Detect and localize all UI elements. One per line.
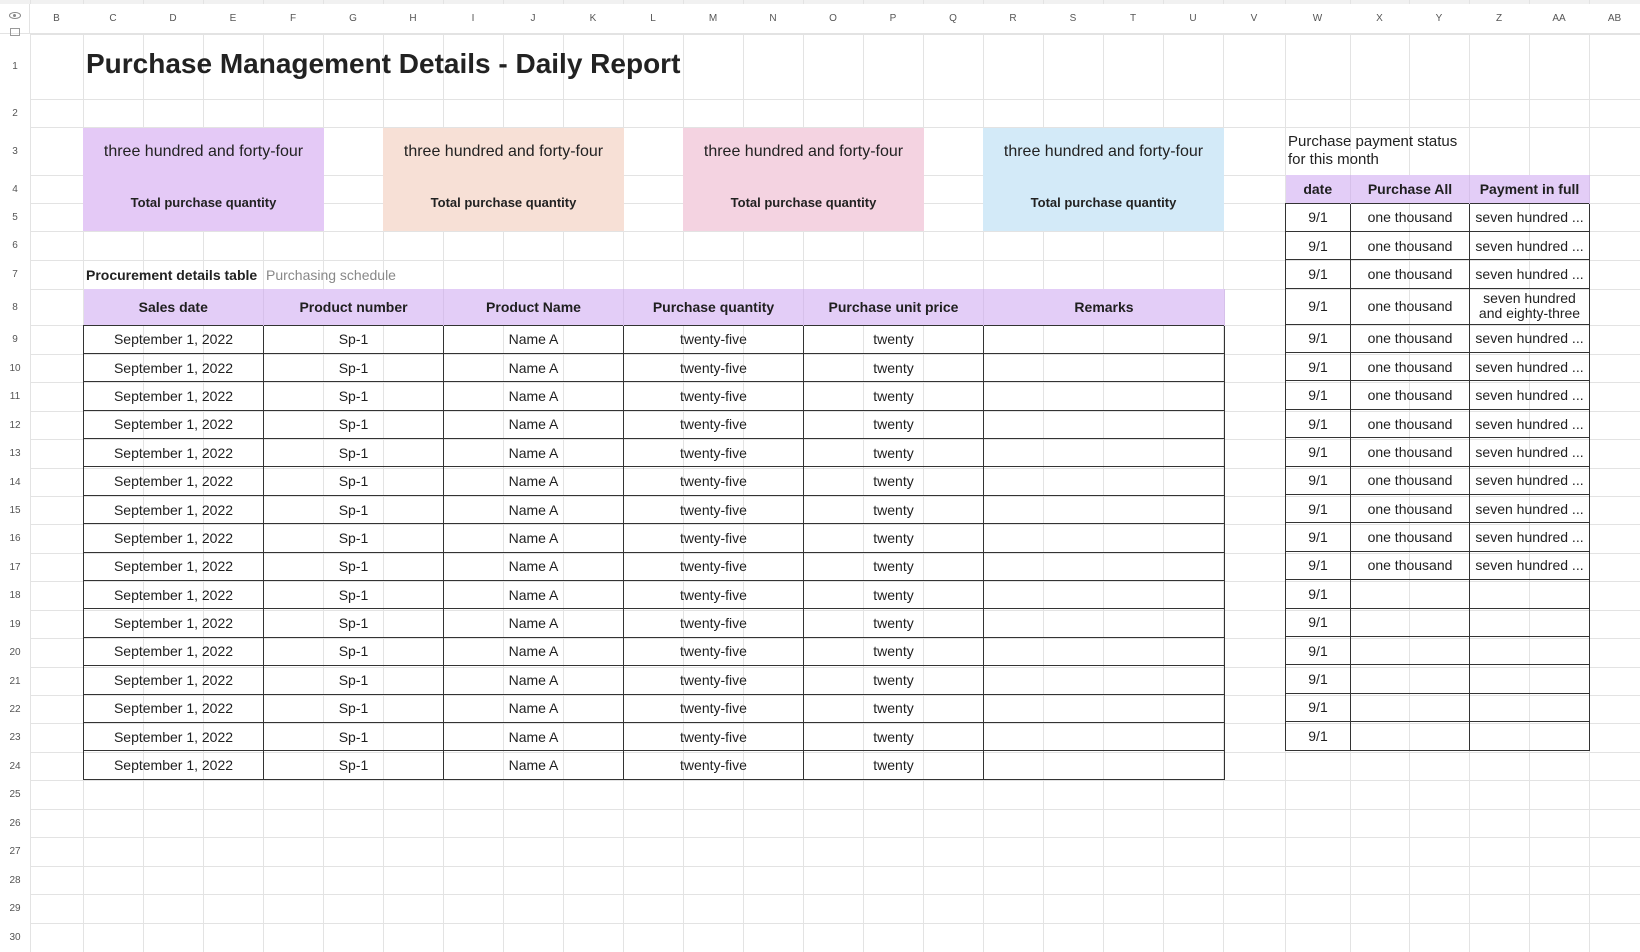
summary-card-value: three hundred and forty-four	[103, 143, 304, 160]
table-cell[interactable]: September 1, 2022	[84, 467, 264, 495]
table-cell[interactable]: 9/1	[1286, 231, 1351, 259]
table-cell[interactable]: Name A	[444, 524, 624, 552]
table-cell[interactable]: one thousand	[1351, 551, 1470, 579]
column-header[interactable]: S	[1043, 4, 1103, 34]
payment-column-header[interactable]: Payment in full	[1470, 175, 1590, 203]
row-header[interactable]: 30	[0, 923, 30, 952]
row-header[interactable]: 19	[0, 610, 30, 638]
column-header[interactable]: G	[323, 4, 383, 34]
table-row	[84, 609, 1225, 637]
table-cell[interactable]: Name A	[444, 609, 624, 637]
table-cell[interactable]: one thousand	[1351, 466, 1470, 494]
row-header[interactable]: 13	[0, 439, 30, 468]
freeze-icon[interactable]	[10, 28, 20, 36]
table-cell[interactable]: 9/1	[1286, 665, 1351, 693]
table-cell[interactable]: Sp-1	[264, 353, 444, 381]
table-cell[interactable]	[984, 467, 1225, 495]
table-cell[interactable]: Name A	[444, 382, 624, 410]
table-cell[interactable]: September 1, 2022	[84, 609, 264, 637]
grid-line-horizontal	[0, 809, 1640, 810]
table-cell[interactable]	[984, 439, 1225, 467]
table-cell[interactable]: twenty-five	[624, 325, 804, 353]
row-header[interactable]: 3	[0, 127, 30, 175]
table-cell[interactable]: twenty	[804, 581, 984, 609]
table-cell[interactable]: 9/1	[1286, 722, 1351, 750]
table-row	[1286, 636, 1590, 664]
table-cell[interactable]: 9/1	[1286, 466, 1351, 494]
column-header[interactable]: K	[563, 4, 623, 34]
table-cell[interactable]: September 1, 2022	[84, 694, 264, 722]
table-cell[interactable]: seven hundred ...	[1470, 324, 1590, 352]
procurement-column-header[interactable]: Purchase quantity	[624, 289, 804, 325]
table-cell[interactable]: seven hundred and eighty-three	[1470, 288, 1590, 324]
table-row	[84, 467, 1225, 495]
table-cell[interactable]: twenty-five	[624, 637, 804, 665]
table-cell[interactable]	[984, 666, 1225, 694]
table-row	[1286, 409, 1590, 437]
table-row	[84, 581, 1225, 609]
table-row	[84, 751, 1225, 779]
procurement-column-header[interactable]: Sales date	[84, 289, 264, 325]
table-cell[interactable]: Sp-1	[264, 581, 444, 609]
table-cell[interactable]: Sp-1	[264, 325, 444, 353]
table-cell[interactable]: one thousand	[1351, 523, 1470, 551]
table-cell[interactable]: one thousand	[1351, 495, 1470, 523]
table-cell[interactable]: 9/1	[1286, 551, 1351, 579]
table-cell[interactable]	[1470, 665, 1590, 693]
table-cell[interactable]	[984, 581, 1225, 609]
table-cell[interactable]	[984, 410, 1225, 438]
table-cell[interactable]	[1351, 665, 1470, 693]
table-cell[interactable]: Sp-1	[264, 467, 444, 495]
table-cell[interactable]: twenty	[804, 325, 984, 353]
table-cell[interactable]	[1351, 693, 1470, 721]
table-cell[interactable]	[1351, 722, 1470, 750]
table-row	[1286, 722, 1590, 750]
table-cell[interactable]: twenty-five	[624, 495, 804, 523]
table-row	[1286, 665, 1590, 693]
report-title[interactable]: Purchase Management Details - Daily Report	[86, 48, 681, 79]
table-row	[84, 524, 1225, 552]
table-cell[interactable]: 9/1	[1286, 288, 1351, 324]
table-cell[interactable]: one thousand	[1351, 409, 1470, 437]
table-cell[interactable]: twenty	[804, 382, 984, 410]
table-cell[interactable]: Name A	[444, 552, 624, 580]
table-cell[interactable]: twenty	[804, 495, 984, 523]
table-row	[1286, 466, 1590, 494]
summary-card-value: three hundred and forty-four	[1003, 143, 1204, 160]
row-header[interactable]: 27	[0, 837, 30, 866]
table-cell[interactable]: Name A	[444, 694, 624, 722]
table-cell[interactable]: Name A	[444, 581, 624, 609]
table-cell[interactable]: twenty-five	[624, 382, 804, 410]
table-row	[84, 325, 1225, 353]
procurement-table-sublabel[interactable]: Purchasing schedule	[266, 267, 396, 283]
column-header[interactable]: J	[503, 4, 563, 34]
row-header[interactable]: 2	[0, 99, 30, 127]
table-row	[1286, 381, 1590, 409]
table-cell[interactable]: twenty	[804, 609, 984, 637]
table-row	[1286, 260, 1590, 288]
table-row	[84, 552, 1225, 580]
table-cell[interactable]: Sp-1	[264, 524, 444, 552]
column-header[interactable]: B	[30, 4, 83, 34]
table-cell[interactable]	[984, 524, 1225, 552]
payment-status-title[interactable]: Purchase payment status for this month	[1288, 133, 1458, 168]
table-cell[interactable]: Sp-1	[264, 751, 444, 779]
table-cell[interactable]: twenty-five	[624, 353, 804, 381]
procurement-table	[83, 289, 1225, 780]
table-cell[interactable]	[984, 325, 1225, 353]
table-cell[interactable]: September 1, 2022	[84, 439, 264, 467]
column-header[interactable]: V	[1223, 4, 1285, 34]
table-cell[interactable]	[1351, 608, 1470, 636]
table-cell[interactable]: twenty-five	[624, 467, 804, 495]
row-header[interactable]: 20	[0, 638, 30, 667]
column-header[interactable]: I	[443, 4, 503, 34]
select-all-corner[interactable]	[0, 4, 30, 34]
table-cell[interactable]	[984, 353, 1225, 381]
payment-column-header[interactable]: Purchase All	[1351, 175, 1470, 203]
table-cell[interactable]: one thousand	[1351, 260, 1470, 288]
table-cell[interactable]: twenty-five	[624, 722, 804, 750]
procurement-header-row	[84, 289, 1225, 325]
table-cell[interactable]: September 1, 2022	[84, 325, 264, 353]
row-header[interactable]: 15	[0, 496, 30, 524]
table-cell[interactable]: twenty	[804, 751, 984, 779]
row-header[interactable]: 28	[0, 866, 30, 894]
table-cell[interactable]: seven hundred ...	[1470, 523, 1590, 551]
column-header[interactable]: U	[1163, 4, 1223, 34]
table-cell[interactable]: seven hundred ...	[1470, 231, 1590, 259]
row-header[interactable]: 24	[0, 752, 30, 780]
table-cell[interactable]: 9/1	[1286, 409, 1351, 437]
table-cell[interactable]: September 1, 2022	[84, 722, 264, 750]
table-cell[interactable]: seven hundred ...	[1470, 203, 1590, 231]
table-cell[interactable]: September 1, 2022	[84, 751, 264, 779]
row-header[interactable]: 26	[0, 809, 30, 837]
row-header[interactable]: 8	[0, 289, 30, 325]
table-row	[84, 666, 1225, 694]
summary-card-label: Total purchase quantity	[1030, 195, 1177, 210]
summary-card[interactable]	[683, 128, 924, 231]
grid-line-horizontal	[0, 894, 1640, 895]
table-cell[interactable]: Sp-1	[264, 722, 444, 750]
table-cell[interactable]: twenty	[804, 722, 984, 750]
table-cell[interactable]: Name A	[444, 495, 624, 523]
procurement-column-header[interactable]: Purchase unit price	[804, 289, 984, 325]
table-cell[interactable]: twenty	[804, 439, 984, 467]
row-header[interactable]: 18	[0, 581, 30, 610]
table-cell[interactable]: 9/1	[1286, 438, 1351, 466]
row-header[interactable]: 1	[0, 34, 30, 99]
grid-line-horizontal	[0, 866, 1640, 867]
table-cell[interactable]: Sp-1	[264, 694, 444, 722]
row-header[interactable]: 9	[0, 325, 30, 354]
table-row	[1286, 231, 1590, 259]
column-header[interactable]: P	[863, 4, 923, 34]
grid-line-horizontal	[0, 923, 1640, 924]
procurement-table-label[interactable]: Procurement details table	[86, 267, 258, 283]
column-header[interactable]: W	[1285, 4, 1350, 34]
row-header[interactable]: 4	[0, 175, 30, 203]
table-cell[interactable]	[984, 722, 1225, 750]
row-header[interactable]: 14	[0, 468, 30, 496]
eye-icon[interactable]	[9, 12, 21, 19]
table-cell[interactable]: one thousand	[1351, 324, 1470, 352]
grid-line-horizontal	[0, 99, 1640, 100]
table-cell[interactable]: one thousand	[1351, 353, 1470, 381]
table-row	[1286, 438, 1590, 466]
table-cell[interactable]: twenty	[804, 524, 984, 552]
table-cell[interactable]: 9/1	[1286, 693, 1351, 721]
table-cell[interactable]	[984, 694, 1225, 722]
grid-line-horizontal	[0, 34, 1640, 35]
summary-card[interactable]	[83, 128, 324, 231]
table-row	[84, 495, 1225, 523]
table-cell[interactable]: Name A	[444, 467, 624, 495]
procurement-column-header[interactable]: Product number	[264, 289, 444, 325]
table-cell[interactable]: Name A	[444, 722, 624, 750]
table-row	[1286, 580, 1590, 608]
table-cell[interactable]: twenty	[804, 467, 984, 495]
payment-column-header[interactable]: date	[1286, 175, 1351, 203]
table-cell[interactable]	[1470, 693, 1590, 721]
table-cell[interactable]: twenty-five	[624, 524, 804, 552]
table-cell[interactable]: twenty-five	[624, 410, 804, 438]
table-row	[1286, 288, 1590, 324]
summary-card[interactable]	[983, 128, 1224, 231]
table-cell[interactable]: September 1, 2022	[84, 581, 264, 609]
table-row	[84, 637, 1225, 665]
row-header[interactable]: 29	[0, 894, 30, 923]
table-cell[interactable]: Sp-1	[264, 382, 444, 410]
table-cell[interactable]: 9/1	[1286, 353, 1351, 381]
table-cell[interactable]: 9/1	[1286, 608, 1351, 636]
table-cell[interactable]: twenty-five	[624, 552, 804, 580]
row-header[interactable]: 7	[0, 260, 30, 289]
column-header[interactable]: H	[383, 4, 443, 34]
table-cell[interactable]: twenty	[804, 694, 984, 722]
table-cell[interactable]: September 1, 2022	[84, 353, 264, 381]
table-row	[84, 353, 1225, 381]
table-cell[interactable]: Sp-1	[264, 666, 444, 694]
table-cell[interactable]: September 1, 2022	[84, 666, 264, 694]
table-cell[interactable]: seven hundred ...	[1470, 438, 1590, 466]
table-cell[interactable]: Sp-1	[264, 410, 444, 438]
column-header[interactable]: AA	[1529, 4, 1589, 34]
column-header[interactable]: F	[263, 4, 323, 34]
table-row	[1286, 353, 1590, 381]
row-header[interactable]: 6	[0, 231, 30, 260]
table-cell[interactable]: 9/1	[1286, 636, 1351, 664]
table-cell[interactable]: seven hundred ...	[1470, 466, 1590, 494]
table-cell[interactable]	[1470, 722, 1590, 750]
summary-card-label: Total purchase quantity	[130, 195, 277, 210]
table-row	[84, 382, 1225, 410]
table-cell[interactable]: Name A	[444, 751, 624, 779]
table-cell[interactable]: Name A	[444, 325, 624, 353]
table-row	[84, 722, 1225, 750]
column-header[interactable]: T	[1103, 4, 1163, 34]
table-cell[interactable]: 9/1	[1286, 495, 1351, 523]
table-row	[84, 439, 1225, 467]
table-cell[interactable]	[1351, 580, 1470, 608]
table-cell[interactable]: 9/1	[1286, 580, 1351, 608]
table-cell[interactable]: 9/1	[1286, 381, 1351, 409]
grid-line-horizontal	[0, 837, 1640, 838]
row-header[interactable]: 22	[0, 695, 30, 723]
row-header[interactable]: 10	[0, 354, 30, 382]
table-cell[interactable]: September 1, 2022	[84, 382, 264, 410]
table-cell[interactable]: twenty	[804, 637, 984, 665]
table-cell[interactable]: twenty	[804, 410, 984, 438]
summary-card-value: three hundred and forty-four	[403, 143, 604, 160]
table-cell[interactable]: twenty	[804, 353, 984, 381]
row-header[interactable]: 23	[0, 723, 30, 752]
table-row	[1286, 523, 1590, 551]
table-cell[interactable]: Sp-1	[264, 439, 444, 467]
table-cell[interactable]: seven hundred ...	[1470, 353, 1590, 381]
table-cell[interactable]: 9/1	[1286, 523, 1351, 551]
column-header[interactable]: AB	[1589, 4, 1640, 34]
column-header[interactable]: Y	[1409, 4, 1469, 34]
table-cell[interactable]: twenty-five	[624, 609, 804, 637]
table-cell[interactable]	[1470, 608, 1590, 636]
column-header[interactable]: N	[743, 4, 803, 34]
procurement-column-header[interactable]: Product Name	[444, 289, 624, 325]
table-row	[1286, 324, 1590, 352]
row-header[interactable]: 11	[0, 382, 30, 411]
table-row	[1286, 203, 1590, 231]
table-cell[interactable]: one thousand	[1351, 231, 1470, 259]
table-row	[1286, 693, 1590, 721]
payment-status-table	[1285, 175, 1590, 751]
table-cell[interactable]: seven hundred ...	[1470, 260, 1590, 288]
row-header[interactable]: 5	[0, 203, 30, 231]
table-cell[interactable]: seven hundred ...	[1470, 551, 1590, 579]
summary-card-value: three hundred and forty-four	[703, 143, 904, 160]
column-header[interactable]: R	[983, 4, 1043, 34]
table-cell[interactable]	[984, 751, 1225, 779]
table-cell[interactable]: one thousand	[1351, 438, 1470, 466]
table-cell[interactable]: seven hundred ...	[1470, 381, 1590, 409]
column-header[interactable]: D	[143, 4, 203, 34]
column-header[interactable]: M	[683, 4, 743, 34]
row-header[interactable]: 21	[0, 667, 30, 695]
column-header[interactable]: Q	[923, 4, 983, 34]
table-cell[interactable]: September 1, 2022	[84, 637, 264, 665]
table-cell[interactable]: Sp-1	[264, 609, 444, 637]
summary-card-label: Total purchase quantity	[730, 195, 877, 210]
procurement-column-header[interactable]: Remarks	[984, 289, 1225, 325]
table-cell[interactable]: Sp-1	[264, 495, 444, 523]
table-cell[interactable]: seven hundred ...	[1470, 409, 1590, 437]
table-cell[interactable]: twenty-five	[624, 694, 804, 722]
row-header[interactable]: 17	[0, 553, 30, 581]
table-cell[interactable]: Name A	[444, 410, 624, 438]
table-cell[interactable]: one thousand	[1351, 288, 1470, 324]
table-cell[interactable]	[1470, 636, 1590, 664]
table-cell[interactable]: September 1, 2022	[84, 410, 264, 438]
column-header[interactable]: O	[803, 4, 863, 34]
column-header[interactable]: E	[203, 4, 263, 34]
table-row	[84, 694, 1225, 722]
table-row	[1286, 608, 1590, 636]
table-cell[interactable]: twenty-five	[624, 751, 804, 779]
table-cell[interactable]: Sp-1	[264, 552, 444, 580]
table-row	[1286, 495, 1590, 523]
table-cell[interactable]	[984, 495, 1225, 523]
table-cell[interactable]: twenty	[804, 666, 984, 694]
table-cell[interactable]: September 1, 2022	[84, 552, 264, 580]
table-cell[interactable]	[984, 637, 1225, 665]
table-cell[interactable]	[984, 552, 1225, 580]
table-row	[1286, 551, 1590, 579]
table-cell[interactable]: September 1, 2022	[84, 524, 264, 552]
table-row	[84, 410, 1225, 438]
grid-line-horizontal	[0, 780, 1640, 781]
table-cell[interactable]: Name A	[444, 666, 624, 694]
table-cell[interactable]: Name A	[444, 353, 624, 381]
row-header[interactable]: 25	[0, 780, 30, 809]
column-header[interactable]: C	[83, 4, 143, 34]
table-cell[interactable]: one thousand	[1351, 203, 1470, 231]
column-header[interactable]: X	[1350, 4, 1409, 34]
table-cell[interactable]: twenty-five	[624, 666, 804, 694]
table-cell[interactable]	[984, 382, 1225, 410]
table-cell[interactable]: twenty-five	[624, 439, 804, 467]
row-header[interactable]: 16	[0, 524, 30, 553]
table-cell[interactable]: Name A	[444, 439, 624, 467]
table-cell[interactable]: twenty-five	[624, 581, 804, 609]
table-cell[interactable]	[1351, 636, 1470, 664]
table-cell[interactable]: Sp-1	[264, 637, 444, 665]
payment-header-row	[1286, 175, 1590, 203]
table-cell[interactable]: twenty	[804, 552, 984, 580]
table-cell[interactable]: 9/1	[1286, 203, 1351, 231]
table-cell[interactable]: 9/1	[1286, 260, 1351, 288]
table-cell[interactable]: one thousand	[1351, 381, 1470, 409]
summary-card[interactable]	[383, 128, 624, 231]
table-cell[interactable]: Name A	[444, 637, 624, 665]
table-cell[interactable]: September 1, 2022	[84, 495, 264, 523]
table-cell[interactable]: seven hundred ...	[1470, 495, 1590, 523]
table-cell[interactable]: 9/1	[1286, 324, 1351, 352]
column-header[interactable]: Z	[1469, 4, 1529, 34]
table-cell[interactable]	[1470, 580, 1590, 608]
summary-card-label: Total purchase quantity	[430, 195, 577, 210]
table-cell[interactable]	[984, 609, 1225, 637]
column-header[interactable]: L	[623, 4, 683, 34]
row-header[interactable]: 12	[0, 411, 30, 439]
